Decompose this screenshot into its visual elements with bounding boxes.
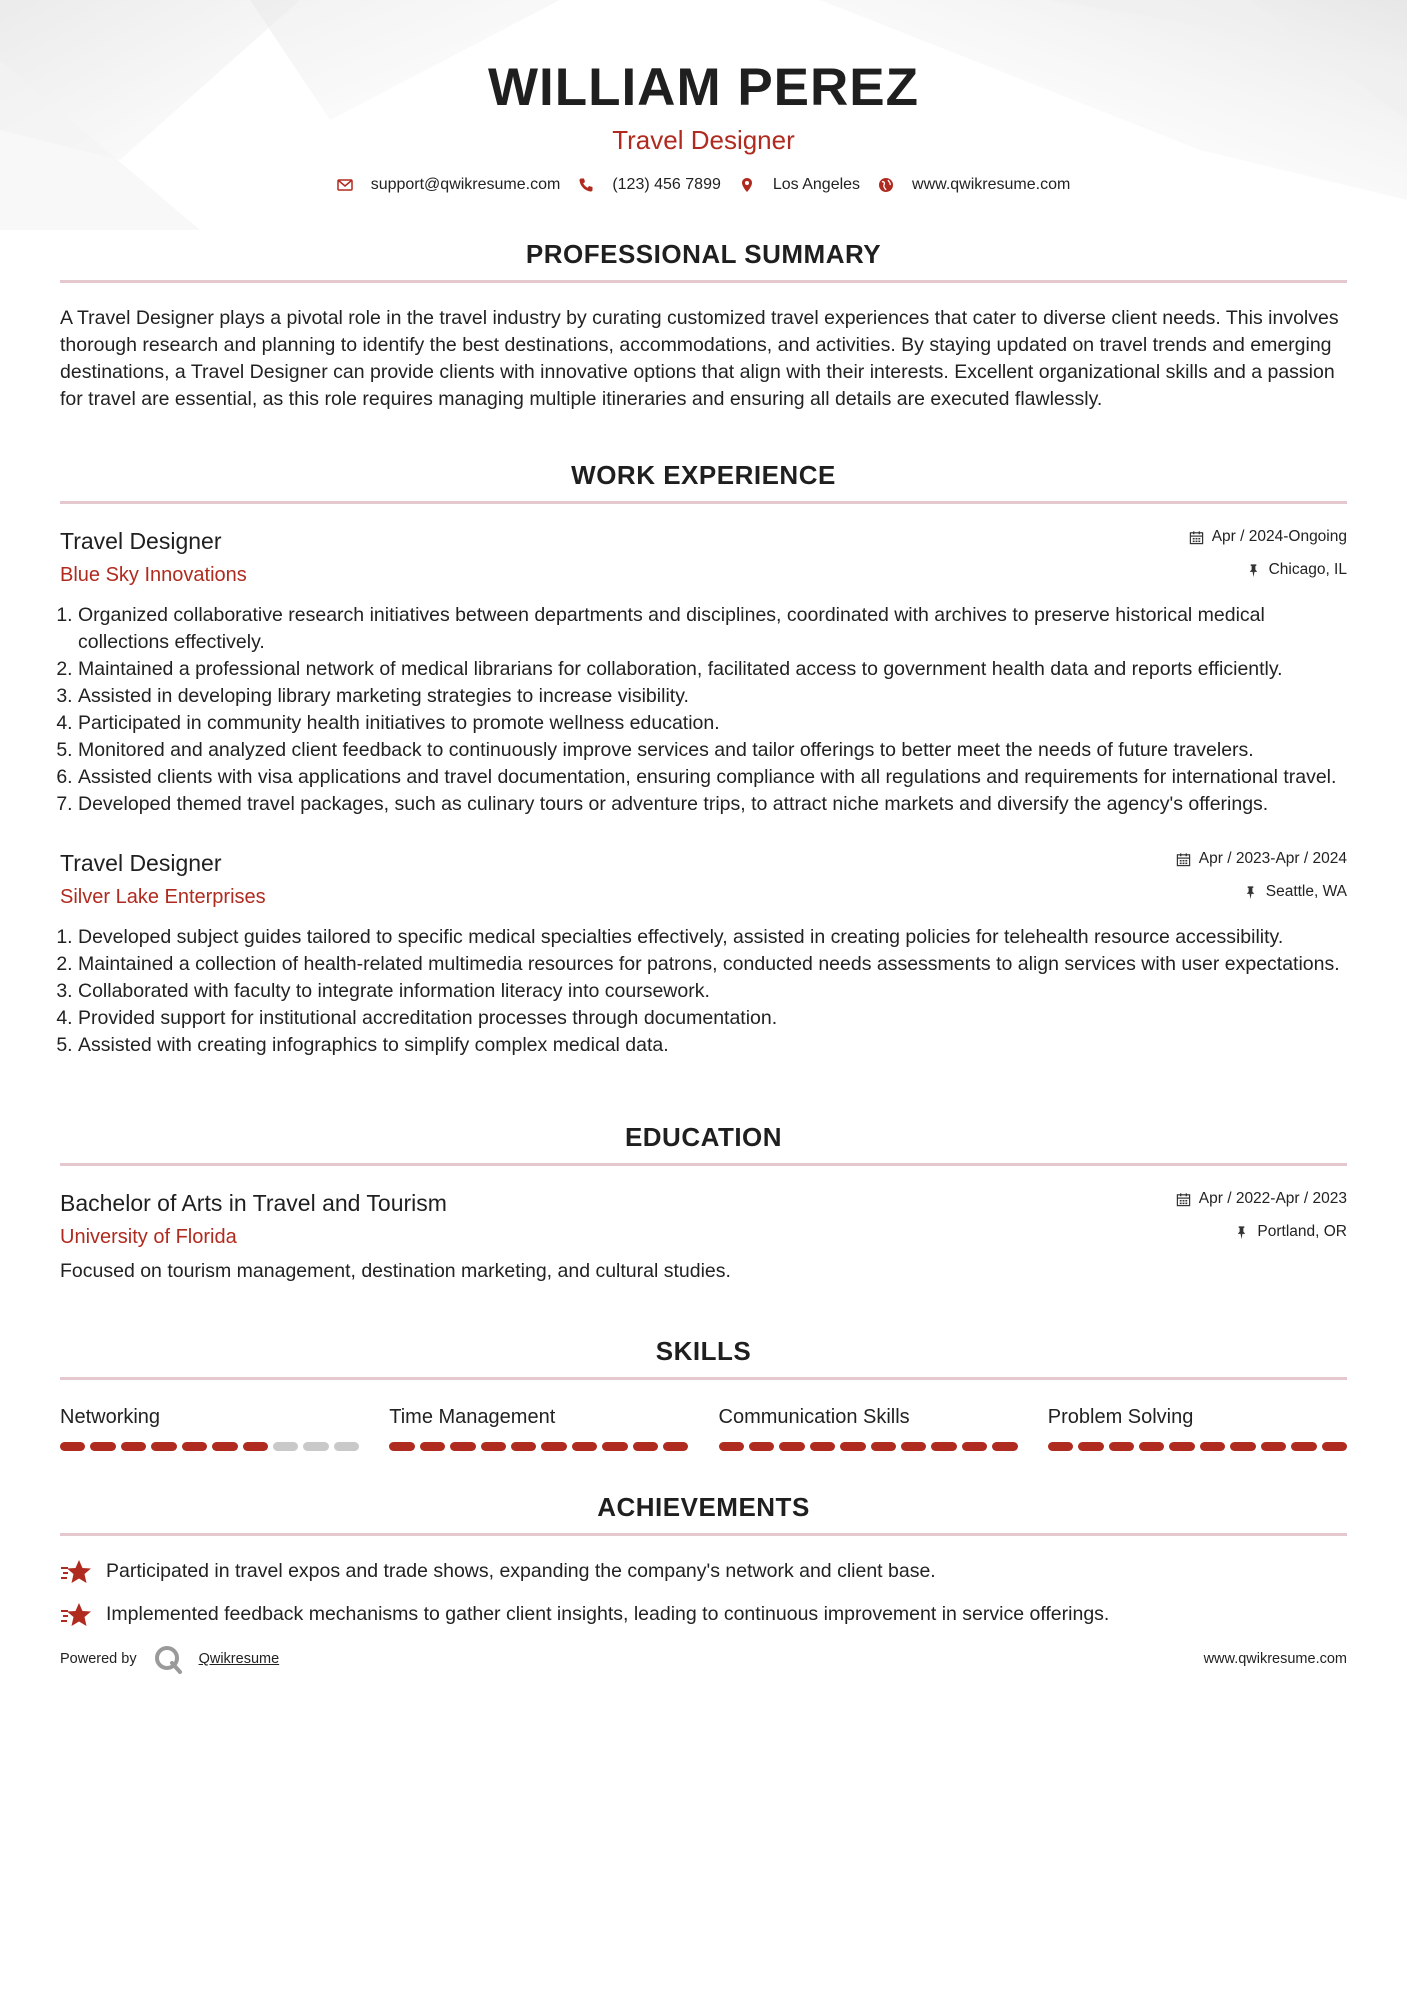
map-pin-icon: [739, 177, 755, 193]
job-duties: [60, 602, 1347, 818]
achievement-item: [60, 1558, 1347, 1585]
skill-item: [389, 1404, 688, 1451]
list-item: 2. Maintained a collection of health-related multimedia resources for patrons, conducted needs assessments to align services with user expectations.: [78, 951, 1347, 978]
brand-link[interactable]: Qwikresume: [198, 1651, 280, 1667]
job-date: Apr / 2023-Apr / 2024: [1198, 850, 1347, 867]
list-item: 3. Assisted in developing library marketing strategies to increase visibility.: [78, 683, 1347, 710]
candidate-name: WILLIAM PEREZ: [487, 58, 920, 117]
globe-icon: [878, 177, 894, 193]
summary-text: A Travel Designer plays a pivotal role in the travel industry by curating customized travel experiences that cater to diverse client needs. This involves thorough research and planning to identify the best destinations, accommodations, and activities. By staying updated on travel trends and emerging destinations, a Travel Designer can provide clients with innovative options that align with their interests. Excellent organizational skills and a passion for travel are essential, as this role requires managing multiple itineraries and ensuring all details are executed flawlessly.: [60, 307, 1339, 410]
star-icon: [60, 1559, 92, 1585]
contact-email-text: support@qwikresume.com: [370, 176, 561, 193]
skill-dash-filled: [481, 1442, 506, 1451]
skill-dash-filled: [1139, 1442, 1164, 1451]
list-item: 6. Assisted clients with visa applications and travel documentation, ensuring compliance with all regulations and requirements for international travel.: [78, 764, 1347, 791]
skill-dash-filled: [663, 1442, 688, 1451]
skill-dash-filled: [810, 1442, 835, 1451]
summary-section: [60, 238, 1347, 413]
skill-item: [1048, 1404, 1347, 1451]
candidate-role: Travel Designer: [612, 125, 795, 155]
skill-dash-filled: [719, 1442, 744, 1451]
skill-dash-empty: [334, 1442, 359, 1451]
skill-name: Problem Solving: [1047, 1406, 1194, 1428]
calendar-icon: [1176, 852, 1191, 867]
skill-item: [60, 1404, 359, 1451]
education-section: [60, 1121, 1347, 1285]
phone-icon: [578, 177, 594, 193]
skill-dash-filled: [389, 1442, 414, 1451]
skill-dash-empty: [273, 1442, 298, 1451]
skill-name: Communication Skills: [718, 1406, 910, 1428]
list-item: 4. Provided support for institutional accreditation processes through documentation.: [78, 1005, 1347, 1032]
skill-dash-filled: [840, 1442, 865, 1451]
skill-dash-filled: [749, 1442, 774, 1451]
contact-website-text: www.qwikresume.com: [912, 176, 1071, 193]
achievement-item: [60, 1601, 1347, 1628]
experience-section: [60, 459, 1347, 1059]
envelope-icon: [337, 177, 353, 193]
skill-dash-filled: [1291, 1442, 1316, 1451]
job-title: Travel Designer: [60, 850, 222, 876]
skill-dash-filled: [602, 1442, 627, 1451]
contact-email[interactable]: [337, 176, 561, 194]
skill-dash-filled: [1261, 1442, 1286, 1451]
skill-dash-filled: [541, 1442, 566, 1451]
skill-dash-filled: [871, 1442, 896, 1451]
list-item: 5. Assisted with creating infographics to simplify complex medical data.: [78, 1032, 1347, 1059]
job-date: Apr / 2024-Ongoing: [1211, 528, 1347, 545]
skills-section: [60, 1335, 1347, 1451]
contact-website[interactable]: [878, 176, 1070, 194]
achievements-list: [60, 1558, 1347, 1628]
calendar-icon: [1189, 530, 1204, 545]
experience-title: WORK EXPERIENCE: [571, 460, 836, 490]
achievements-section: [60, 1491, 1347, 1628]
section-divider: [60, 1533, 1347, 1536]
achievement-text: Implemented feedback mechanisms to gather client insights, leading to continuous improvement in service offerings.: [106, 1603, 1110, 1625]
skill-dash-filled: [450, 1442, 475, 1451]
skill-level-bar: [1048, 1442, 1347, 1451]
contact-location: [739, 176, 860, 194]
page-footer: [60, 1644, 1347, 1674]
pushpin-icon: [1246, 563, 1261, 578]
job-company: Silver Lake Enterprises: [60, 886, 266, 908]
skill-dash-filled: [182, 1442, 207, 1451]
skill-dash-filled: [511, 1442, 536, 1451]
section-divider: [60, 501, 1347, 504]
skill-dash-filled: [60, 1442, 85, 1451]
education-location: Portland, OR: [1257, 1223, 1347, 1240]
skill-dash-filled: [633, 1442, 658, 1451]
list-item: 5. Monitored and analyzed client feedback to continuously improve services and tailor offerings to better meet the needs of future travelers.: [78, 737, 1347, 764]
list-item: 3. Collaborated with faculty to integrate information literacy into coursework.: [78, 978, 1347, 1005]
skill-dash-filled: [1322, 1442, 1347, 1451]
job-duties: [60, 924, 1347, 1059]
job-entry: [60, 526, 1347, 818]
list-item: 1. Organized collaborative research initiatives between departments and disciplines, coordinated with archives to preserve historical medical collections effectively.: [78, 602, 1347, 656]
skill-dash-empty: [303, 1442, 328, 1451]
skill-dash-filled: [1230, 1442, 1255, 1451]
skill-level-bar: [719, 1442, 1018, 1451]
skill-dash-filled: [572, 1442, 597, 1451]
achievements-title: ACHIEVEMENTS: [597, 1492, 810, 1522]
section-divider: [60, 1163, 1347, 1166]
qwikresume-logo-icon: [153, 1644, 183, 1674]
list-item: 7. Developed themed travel packages, such as culinary tours or adventure trips, to attract niche markets and diversify the agency's offerings.: [78, 791, 1347, 818]
skill-dash-filled: [1048, 1442, 1073, 1451]
job-entry: [60, 848, 1347, 1059]
skills-list: [60, 1404, 1347, 1451]
skill-dash-filled: [992, 1442, 1017, 1451]
job-location: Chicago, IL: [1268, 561, 1347, 578]
list-item: 1. Developed subject guides tailored to specific medical specialties effectively, assisted in creating policies for telehealth resource accessibility.: [78, 924, 1347, 951]
skill-dash-filled: [151, 1442, 176, 1451]
education-description: Focused on tourism management, destination marketing, and cultural studies.: [60, 1260, 731, 1282]
skill-dash-filled: [212, 1442, 237, 1451]
achievement-text: Participated in travel expos and trade shows, expanding the company's network and client base.: [106, 1560, 936, 1582]
footer-website[interactable]: www.qwikresume.com: [1203, 1651, 1347, 1667]
education-date: Apr / 2022-Apr / 2023: [1198, 1190, 1347, 1207]
skill-level-bar: [389, 1442, 688, 1451]
skill-level-bar: [60, 1442, 359, 1451]
skills-title: SKILLS: [655, 1336, 752, 1366]
pushpin-icon: [1234, 1225, 1249, 1240]
skill-dash-filled: [779, 1442, 804, 1451]
education-title: EDUCATION: [624, 1122, 783, 1152]
skill-dash-filled: [420, 1442, 445, 1451]
job-location: Seattle, WA: [1265, 883, 1347, 900]
skill-name: Time Management: [389, 1406, 556, 1428]
skill-dash-filled: [121, 1442, 146, 1451]
skill-item: [719, 1404, 1018, 1451]
contact-location-text: Los Angeles: [772, 176, 861, 193]
star-icon: [60, 1602, 92, 1628]
skill-dash-filled: [1169, 1442, 1194, 1451]
skill-dash-filled: [90, 1442, 115, 1451]
school-name: University of Florida: [60, 1226, 237, 1248]
skill-name: Networking: [60, 1406, 161, 1428]
summary-title: PROFESSIONAL SUMMARY: [525, 239, 882, 269]
section-divider: [60, 280, 1347, 283]
section-divider: [60, 1377, 1347, 1380]
skill-dash-filled: [1109, 1442, 1134, 1451]
list-item: 2. Maintained a professional network of medical librarians for collaboration, facilitated access to government health data and reports efficiently.: [78, 656, 1347, 683]
skill-dash-filled: [243, 1442, 268, 1451]
skill-dash-filled: [1078, 1442, 1103, 1451]
job-meta: [1176, 848, 1347, 903]
skill-dash-filled: [1200, 1442, 1225, 1451]
job-meta: [1189, 526, 1347, 581]
education-meta: [1176, 1188, 1347, 1243]
skill-dash-filled: [931, 1442, 956, 1451]
skill-dash-filled: [962, 1442, 987, 1451]
education-entry: [60, 1188, 1347, 1285]
calendar-icon: [1176, 1192, 1191, 1207]
skill-dash-filled: [901, 1442, 926, 1451]
degree-title: Bachelor of Arts in Travel and Tourism: [60, 1190, 447, 1216]
job-title: Travel Designer: [60, 528, 222, 554]
pushpin-icon: [1243, 885, 1258, 900]
powered-by: [60, 1644, 279, 1674]
contact-phone[interactable]: [578, 176, 721, 194]
job-company: Blue Sky Innovations: [60, 564, 247, 586]
powered-by-label: Powered by: [60, 1651, 137, 1667]
resume-header: [60, 0, 1347, 194]
contact-bar: [60, 176, 1347, 194]
contact-phone-text: (123) 456 7899: [612, 176, 721, 193]
list-item: 4. Participated in community health initiatives to promote wellness education.: [78, 710, 1347, 737]
